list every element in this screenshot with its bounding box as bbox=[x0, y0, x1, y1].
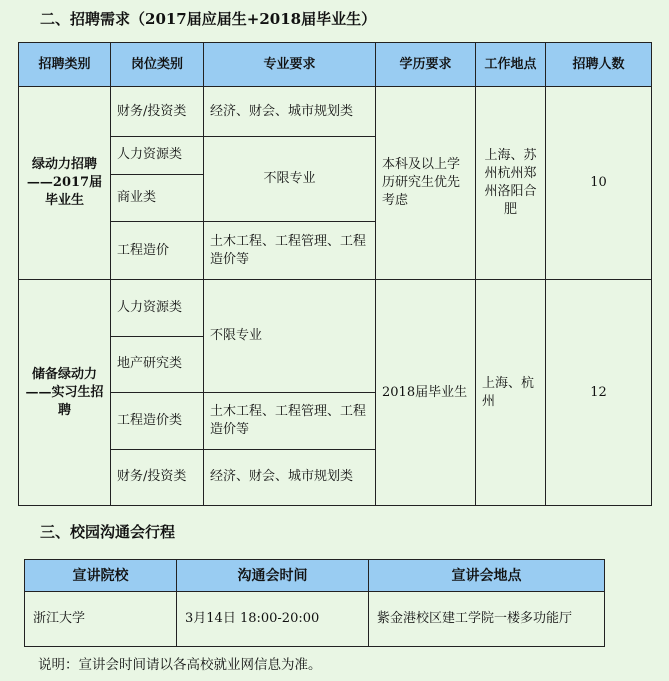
header-education: 学历要求 bbox=[376, 43, 476, 87]
category-cell-intern: 储备绿动力——实习生招聘 bbox=[19, 280, 111, 506]
education-cell: 2018届毕业生 bbox=[376, 280, 476, 506]
schedule-table bbox=[24, 559, 605, 647]
major-cell: 土木工程、工程管理、工程造价等 bbox=[204, 393, 376, 449]
table-row bbox=[19, 280, 652, 336]
major-cell: 不限专业 bbox=[204, 137, 376, 222]
header-major: 专业要求 bbox=[204, 43, 376, 87]
section-3-title: 三、校园沟通会行程 bbox=[40, 523, 176, 541]
major-cell: 经济、财会、城市规划类 bbox=[204, 449, 376, 505]
recruitment-table bbox=[18, 42, 652, 506]
header-count: 招聘人数 bbox=[546, 43, 652, 87]
position-cell: 商业类 bbox=[111, 174, 204, 221]
header-place: 宣讲会地点 bbox=[369, 560, 605, 592]
position-cell: 工程造价类 bbox=[111, 393, 204, 449]
school-cell: 浙江大学 bbox=[25, 592, 177, 647]
location-cell: 上海、杭州 bbox=[476, 280, 546, 506]
location-cell: 上海、苏州杭州郑州洛阳合肥 bbox=[476, 87, 546, 280]
header-position: 岗位类别 bbox=[111, 43, 204, 87]
note-text: 说明：宣讲会时间请以各高校就业网信息为准。 bbox=[38, 657, 322, 673]
header-school: 宣讲院校 bbox=[25, 560, 177, 592]
major-cell: 经济、财会、城市规划类 bbox=[204, 87, 376, 137]
section-2-title: 二、招聘需求（2017届应届生+2018届毕业生） bbox=[40, 10, 377, 28]
time-cell: 3月14日 18:00-20:00 bbox=[177, 592, 369, 647]
major-cell: 不限专业 bbox=[204, 280, 376, 393]
header-time: 沟通会时间 bbox=[177, 560, 369, 592]
position-cell: 财务/投资类 bbox=[111, 449, 204, 505]
schedule-row bbox=[25, 592, 605, 647]
major-cell: 土木工程、工程管理、工程造价等 bbox=[204, 221, 376, 279]
header-category: 招聘类别 bbox=[19, 43, 111, 87]
header-location: 工作地点 bbox=[476, 43, 546, 87]
table-header-row bbox=[19, 43, 652, 87]
position-cell: 人力资源类 bbox=[111, 280, 204, 336]
position-cell: 人力资源类 bbox=[111, 137, 204, 174]
position-cell: 工程造价 bbox=[111, 221, 204, 279]
count-cell: 10 bbox=[546, 87, 652, 280]
table-row bbox=[19, 87, 652, 137]
education-cell: 本科及以上学历研究生优先考虑 bbox=[376, 87, 476, 280]
position-cell: 财务/投资类 bbox=[111, 87, 204, 137]
schedule-header-row bbox=[25, 560, 605, 592]
position-cell: 地产研究类 bbox=[111, 336, 204, 392]
count-cell: 12 bbox=[546, 280, 652, 506]
place-cell: 紫金港校区建工学院一楼多功能厅 bbox=[369, 592, 605, 647]
category-cell-2017: 绿动力招聘——2017届毕业生 bbox=[19, 87, 111, 280]
